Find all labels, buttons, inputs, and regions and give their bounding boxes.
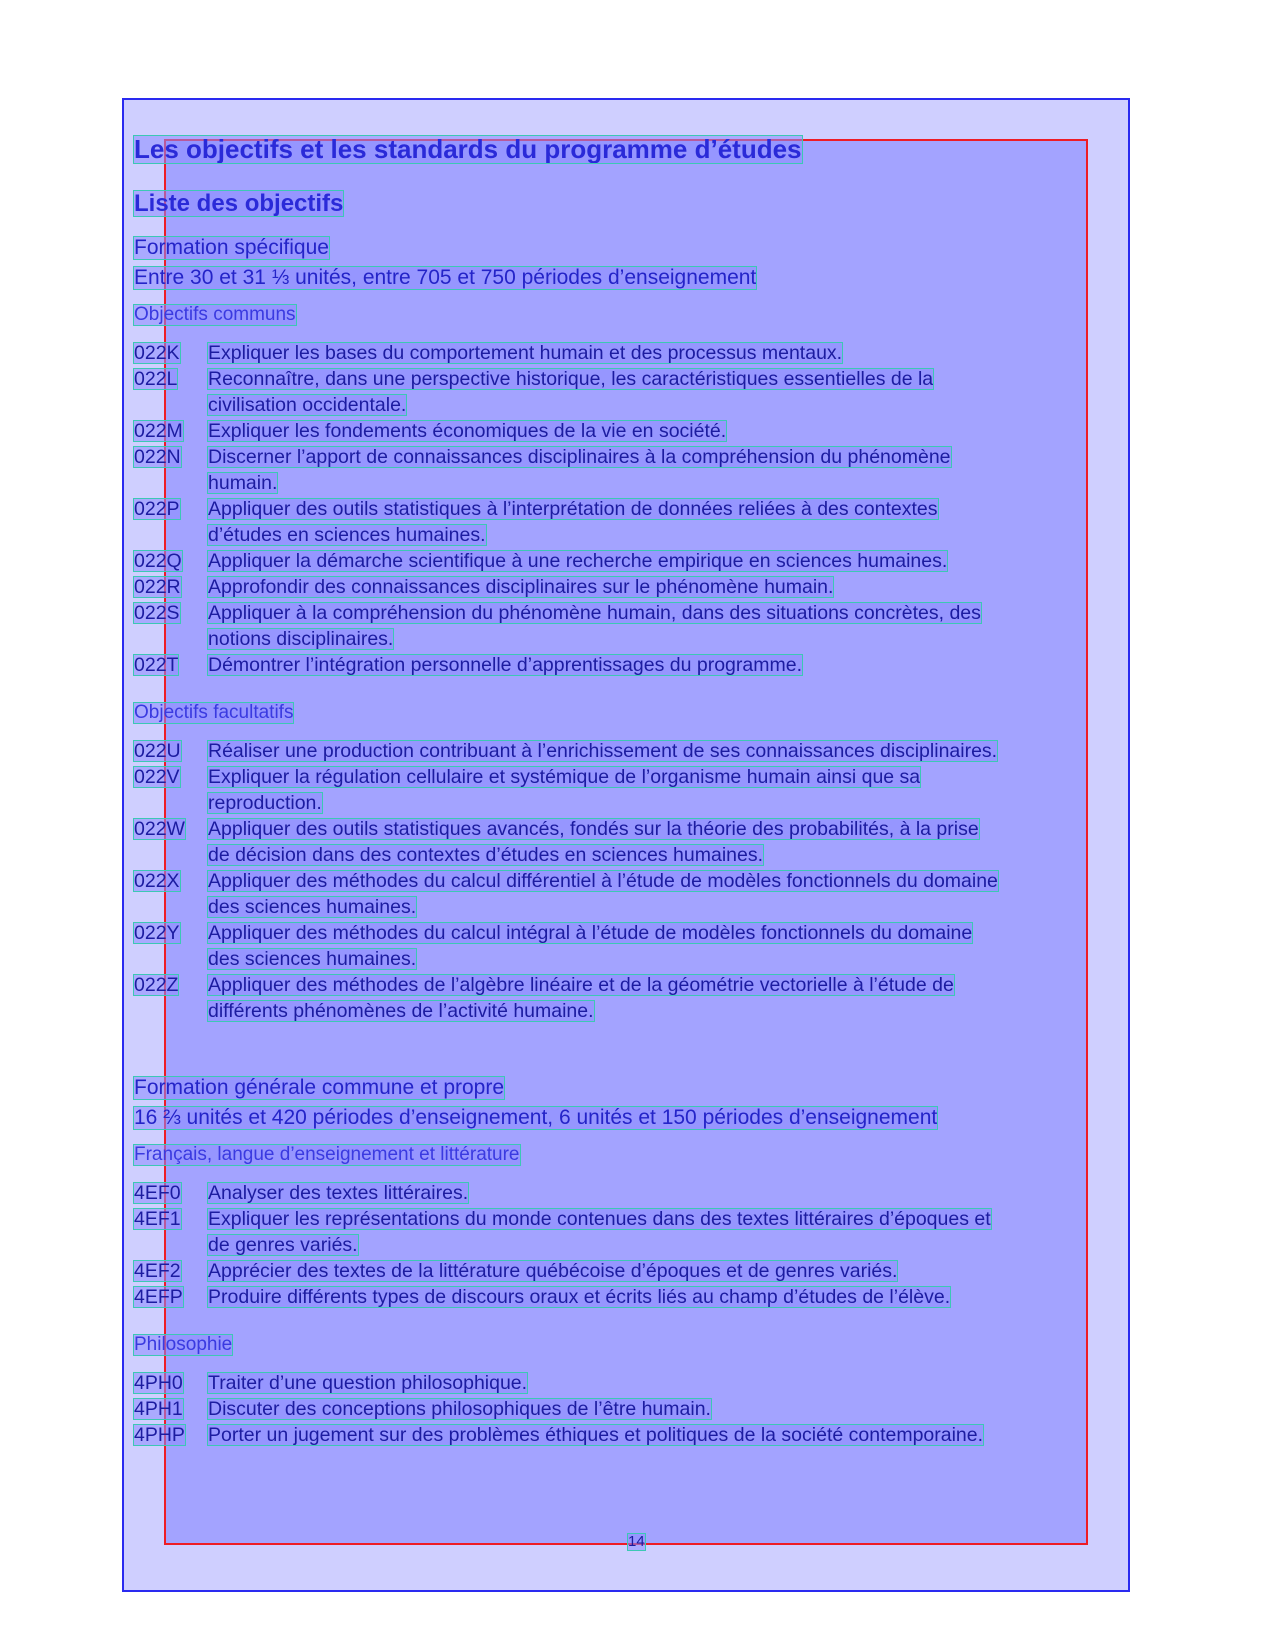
objective-text xyxy=(208,1182,1138,1208)
objective-text-line: des sciences humaines. xyxy=(208,948,417,970)
objective-text-line: Appliquer des méthodes de l’algèbre linéaire et de la géométrie vectorielle à l’étude de xyxy=(208,974,954,996)
objective-text xyxy=(208,1260,1138,1286)
objective-text xyxy=(208,654,1138,680)
objective-text-line: Appliquer des outils statistiques avancés, fondés sur la théorie des probabilités, à la prise xyxy=(208,818,979,840)
objective-text-line: Appliquer la démarche scientifique à une recherche empirique en sciences humaines. xyxy=(208,550,948,572)
objective-text xyxy=(208,922,1138,974)
objective-item xyxy=(134,576,1134,602)
common-objectives-list xyxy=(134,342,1134,680)
objective-text-line: des sciences humaines. xyxy=(208,896,417,918)
specific-training-units: Entre 30 et 31 ⅓ unités, entre 705 et 750 périodes d’enseignement xyxy=(134,266,757,289)
objective-code: 4PH0 xyxy=(134,1372,183,1394)
objective-item xyxy=(134,654,1134,680)
objective-item xyxy=(134,870,1134,922)
objective-text xyxy=(208,1424,1138,1450)
objective-text xyxy=(208,1398,1138,1424)
objective-text-line: d’études en sciences humaines. xyxy=(208,524,486,546)
objective-item xyxy=(134,420,1134,446)
objective-item xyxy=(134,818,1134,870)
objective-text-line: Expliquer les bases du comportement humain et des processus mentaux. xyxy=(208,342,843,364)
document-body xyxy=(134,134,1134,1450)
objective-code: 4EF0 xyxy=(134,1182,181,1204)
objective-item xyxy=(134,1398,1134,1424)
general-training-units: 16 ⅔ unités et 420 périodes d’enseignement, 6 unités et 150 périodes d’enseignement xyxy=(134,1106,938,1129)
objective-item xyxy=(134,974,1134,1026)
objective-text-line: reproduction. xyxy=(208,792,322,814)
objective-item xyxy=(134,740,1134,766)
objective-text-line: Expliquer la régulation cellulaire et systémique de l’organisme humain ainsi que sa xyxy=(208,766,921,788)
objective-item xyxy=(134,1286,1134,1312)
objective-text xyxy=(208,1372,1138,1398)
objective-code: 022N xyxy=(134,446,181,468)
objective-text-line: différents phénomènes de l’activité humaine. xyxy=(208,1000,594,1022)
objective-text xyxy=(208,1286,1138,1312)
objective-item xyxy=(134,550,1134,576)
objective-item xyxy=(134,446,1134,498)
objective-item xyxy=(134,922,1134,974)
objective-code: 022W xyxy=(134,818,185,840)
objective-item xyxy=(134,1372,1134,1398)
specific-training-heading: Formation spécifique xyxy=(134,236,329,259)
objective-text xyxy=(208,550,1138,576)
objective-text-line: Approfondir des connaissances disciplinaires sur le phénomène humain. xyxy=(208,576,834,598)
objective-code: 022L xyxy=(134,368,178,390)
objective-item xyxy=(134,1182,1134,1208)
objective-item xyxy=(134,1208,1134,1260)
objective-text xyxy=(208,368,1138,420)
objective-text xyxy=(208,420,1138,446)
objective-code: 4EF2 xyxy=(134,1260,181,1282)
common-objectives-heading: Objectifs communs xyxy=(134,304,296,325)
objective-text-line: Réaliser une production contribuant à l’enrichissement de ses connaissances disciplinaires. xyxy=(208,740,998,762)
objective-text-line: Démontrer l’intégration personnelle d’apprentissages du programme. xyxy=(208,654,802,676)
objective-text-line: Apprécier des textes de la littérature québécoise d’époques et de genres variés. xyxy=(208,1260,898,1282)
page-number: 14 xyxy=(628,1533,645,1550)
objective-text-line: civilisation occidentale. xyxy=(208,394,407,416)
objective-text xyxy=(208,602,1138,654)
objective-code: 4PH1 xyxy=(134,1398,183,1420)
objective-text-line: Traiter d’une question philosophique. xyxy=(208,1372,528,1394)
objective-code: 022Q xyxy=(134,550,182,572)
objective-text xyxy=(208,974,1138,1026)
french-literature-list xyxy=(134,1182,1134,1312)
objective-text-line: Appliquer des méthodes du calcul intégral à l’étude de modèles fonctionnels du domaine xyxy=(208,922,973,944)
objective-code: 022K xyxy=(134,342,180,364)
objective-code: 022M xyxy=(134,420,183,442)
objective-item xyxy=(134,1260,1134,1286)
objective-text xyxy=(208,818,1138,870)
objective-code: 022R xyxy=(134,576,181,598)
objective-text-line: Analyser des textes littéraires. xyxy=(208,1182,469,1204)
objective-item xyxy=(134,766,1134,818)
spacer xyxy=(134,1026,1134,1076)
objective-text-line: Discerner l’apport de connaissances disciplinaires à la compréhension du phénomène xyxy=(208,446,951,468)
objective-item xyxy=(134,342,1134,368)
optional-objectives-list xyxy=(134,740,1134,1026)
objective-text-line: notions disciplinaires. xyxy=(208,628,394,650)
objective-text-line: Porter un jugement sur des problèmes éthiques et politiques de la société contemporaine. xyxy=(208,1424,984,1446)
objective-text-line: Expliquer les représentations du monde contenues dans des textes littéraires d’époques et xyxy=(208,1208,991,1230)
objective-text xyxy=(208,870,1138,922)
objective-code: 022Z xyxy=(134,974,179,996)
objective-code: 022V xyxy=(134,766,180,788)
philosophy-heading: Philosophie xyxy=(134,1334,233,1355)
french-literature-heading: Français, langue d’enseignement et littérature xyxy=(134,1144,520,1165)
objective-item xyxy=(134,602,1134,654)
objective-text-line: Expliquer les fondements économiques de la vie en société. xyxy=(208,420,727,442)
objective-code: 022T xyxy=(134,654,179,676)
optional-objectives-heading: Objectifs facultatifs xyxy=(134,702,294,723)
objective-code: 022Y xyxy=(134,922,180,944)
objectives-list-heading: Liste des objectifs xyxy=(134,190,344,217)
objective-text xyxy=(208,498,1138,550)
objective-text xyxy=(208,446,1138,498)
objective-code: 022U xyxy=(134,740,181,762)
philosophy-list xyxy=(134,1372,1134,1450)
objective-text-line: Appliquer à la compréhension du phénomène humain, dans des situations concrètes, des xyxy=(208,602,981,624)
objective-text-line: de genres variés. xyxy=(208,1234,358,1256)
objective-text-line: de décision dans des contextes d’études en sciences humaines. xyxy=(208,844,764,866)
objective-text-line: Reconnaître, dans une perspective historique, les caractéristiques essentielles de la xyxy=(208,368,934,390)
general-training-heading: Formation générale commune et propre xyxy=(134,1076,505,1099)
objective-text-line: Discuter des conceptions philosophiques de l’être humain. xyxy=(208,1398,711,1420)
objective-code: 4EF1 xyxy=(134,1208,181,1230)
objective-text xyxy=(208,766,1138,818)
objective-code: 022S xyxy=(134,602,180,624)
objective-text xyxy=(208,576,1138,602)
objective-code: 4PHP xyxy=(134,1424,185,1446)
objective-item xyxy=(134,498,1134,550)
objective-item xyxy=(134,1424,1134,1450)
objective-item xyxy=(134,368,1134,420)
objective-text-line: humain. xyxy=(208,472,278,494)
objective-code: 022X xyxy=(134,870,180,892)
objective-text-line: Appliquer des outils statistiques à l’interprétation de données reliées à des contextes xyxy=(208,498,938,520)
objective-text-line: Appliquer des méthodes du calcul différentiel à l’étude de modèles fonctionnels du domaine xyxy=(208,870,998,892)
objective-text xyxy=(208,342,1138,368)
objective-text xyxy=(208,1208,1138,1260)
page-title: Les objectifs et les standards du programme d’études xyxy=(134,134,802,164)
objective-code: 022P xyxy=(134,498,180,520)
objective-text-line: Produire différents types de discours oraux et écrits liés au champ d’études de l’élève. xyxy=(208,1286,951,1308)
objective-text xyxy=(208,740,1138,766)
objective-code: 4EFP xyxy=(134,1286,183,1308)
